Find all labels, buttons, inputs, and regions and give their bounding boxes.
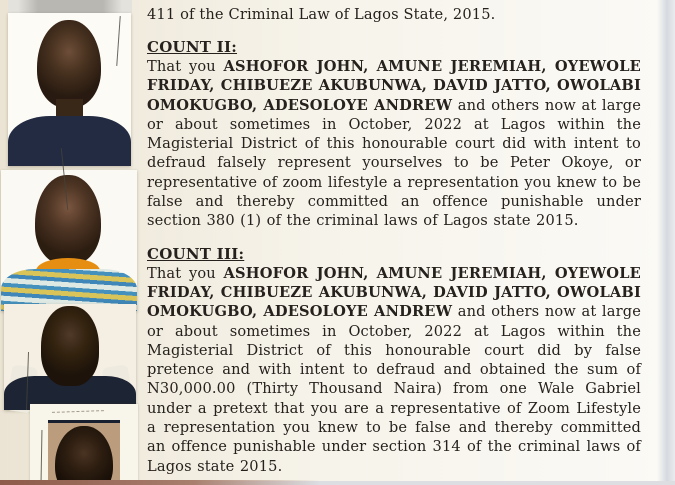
charge-text-column: [147, 2, 641, 476]
suspect-photo-2: [1, 170, 137, 311]
suspect-3-face: [41, 306, 99, 386]
suspect-photo-1: [8, 13, 131, 166]
count-iii-section: [147, 245, 641, 476]
suspect-2-face: [35, 175, 101, 265]
suspect-photo-3: [4, 304, 136, 410]
count-iii-defendant-names: ASHOFOR JOHN, AMUNE JEREMIAH, OYEWOLE FRIDAY, CHIBUEZE AKUBUNWA, DAVID JATTO, OWOLABI OMOKUGBO, ADESOLOYE ANDREW: [147, 264, 641, 321]
count-iii-paragraph: [147, 264, 641, 476]
suspect-4-photo-frame: [48, 420, 120, 485]
count-ii-heading: COUNT II:: [147, 38, 238, 56]
suspect-1-navy-shirt: [8, 116, 131, 166]
count-ii-paragraph: [147, 57, 641, 231]
count-iii-body: and others now at large or about sometimes in October, 2022 at Lagos within the Magisterial District of this honourable court did by false pretence and with intent to defraud and obtained the sum of N30,000.00 (Thirty Thousand Naira) from one Wale Gabriel under a pretext that you are a representative of Zoom Lifestyle a representation you knew to be false and thereby committed an offence punishable under section 314 of the criminal laws of Lagos state 2015.: [147, 303, 641, 475]
count-ii-defendant-names: ASHOFOR JOHN, AMUNE JEREMIAH, OYEWOLE FRIDAY, CHIBUEZE AKUBUNWA, DAVID JATTO, OWOLABI OMOKUGBO, ADESOLOYE ANDREW: [147, 58, 641, 114]
count-iii-heading: COUNT III:: [147, 244, 245, 263]
page-edge-right: [657, 0, 675, 485]
count-ii-body: and others now at large or about sometimes in October, 2022 at Lagos within the Magisterial District of this honourable court did with intent to defraud falsely represent yourselves to be Peter Okoye, or representative of zoom lifestyle a representation you knew to be false and thereby committed an offence punishable under section 380 (1) of the criminal laws of Lagos state 2015.: [147, 96, 641, 230]
suspect-4-face: [55, 426, 113, 485]
intro-line: 411 of the Criminal Law of Lagos State, 2015.: [147, 6, 496, 23]
count-iii-lead: That you: [147, 264, 224, 282]
count-ii-lead: That you: [147, 58, 224, 75]
suspect-1-face: [37, 20, 101, 108]
suspect-photo-fragment: [8, 0, 132, 13]
suspect-photo-4: [30, 404, 138, 485]
count-ii-section: [147, 38, 641, 231]
table-surface-edge: [0, 480, 320, 485]
